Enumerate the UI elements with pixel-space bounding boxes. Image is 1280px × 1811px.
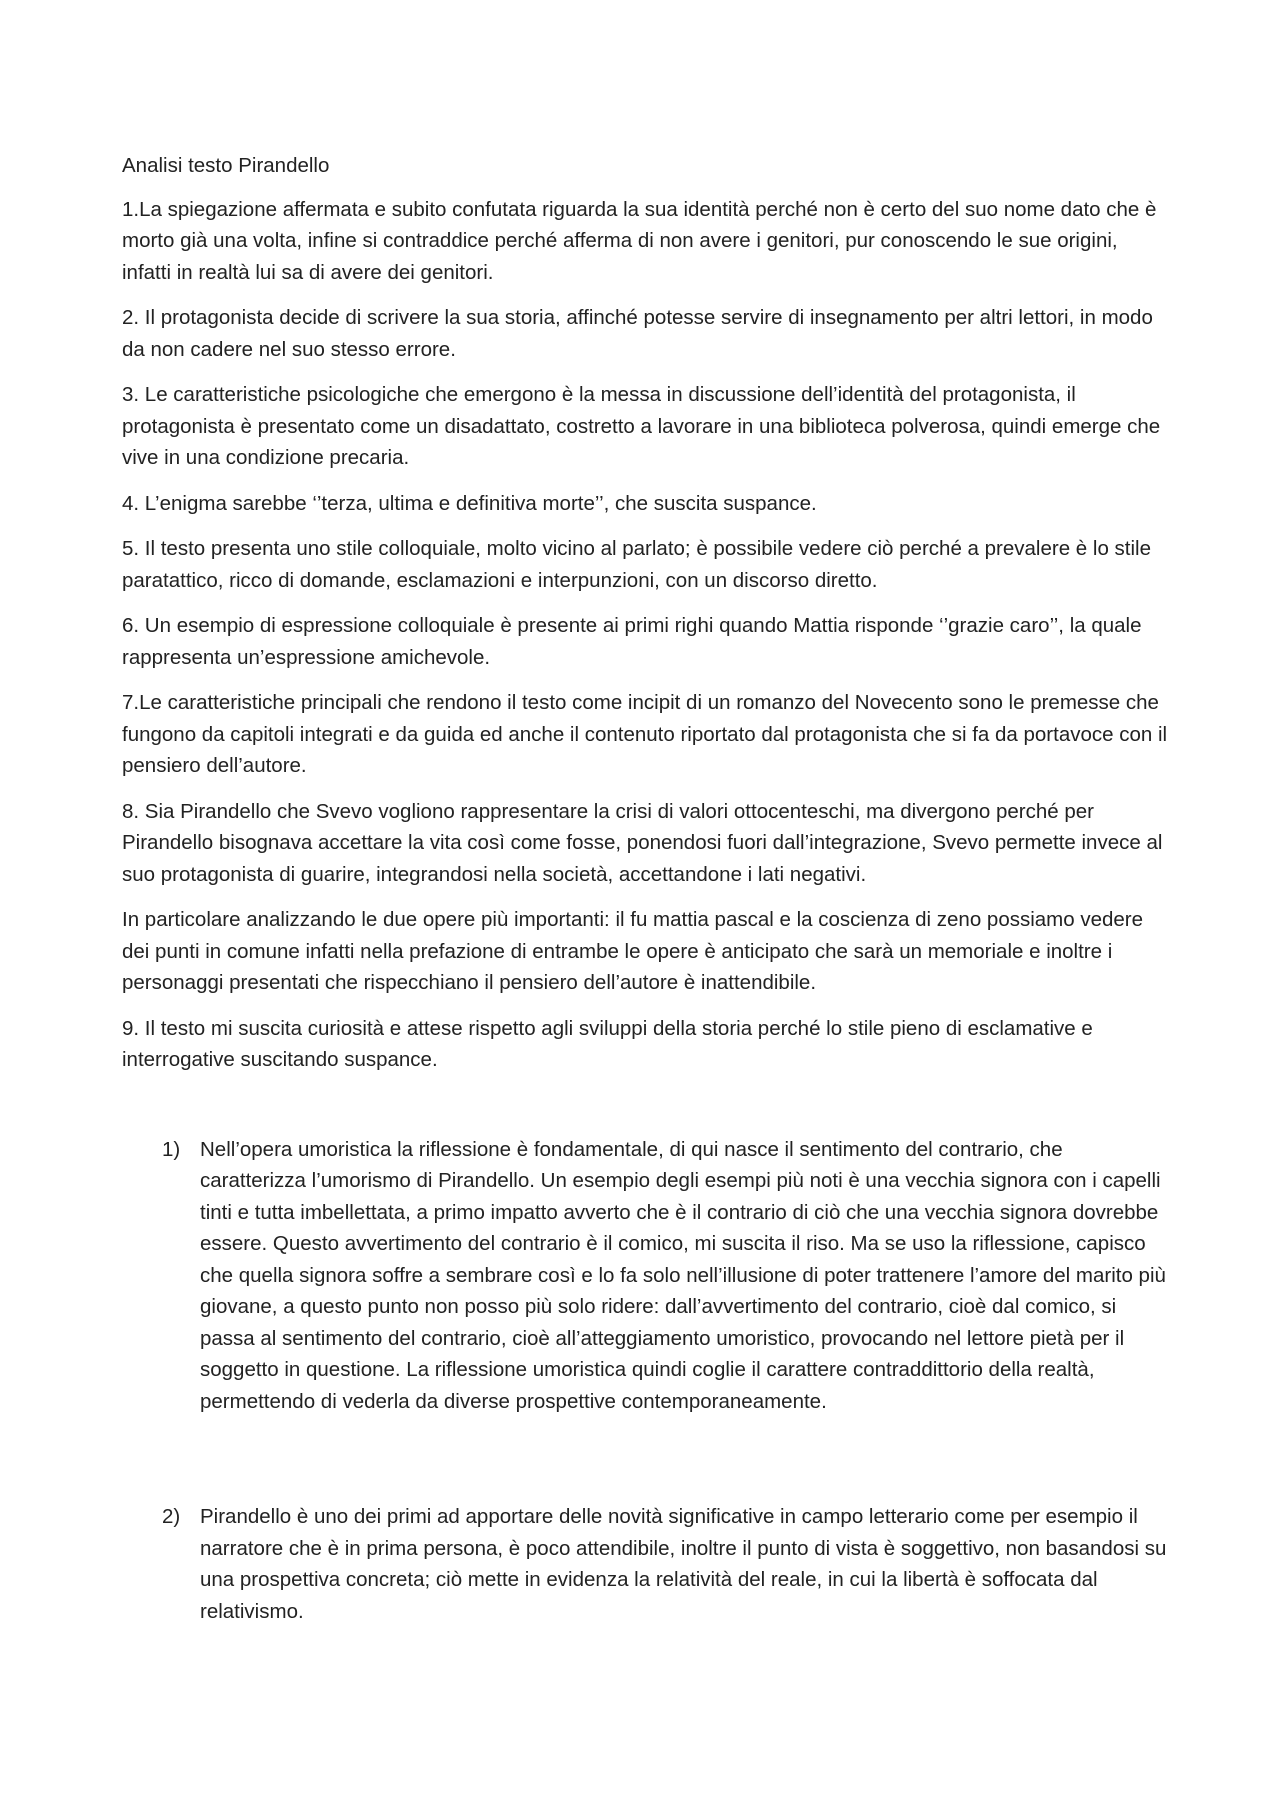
list-item-text: Nell’opera umoristica la riflessione è fondamentale, di qui nasce il sentimento del contrario, che caratterizza l’umorismo di Pirandello. Un esempio degli esempi più noti è una vecchia signora con i capelli tinti e tutta imbellettata, a primo impatto avverto che è il contrario di ciò che una vecchia signora dovrebbe essere. Questo avvertimento del contrario è il comico, mi suscita il riso. Ma se uso la riflessione, capisco che quella signora soffre a sembrare così e lo fa solo nell’illusione di poter trattenere l’amore del marito più giovane, a questo punto non posso più solo ridere: dall’avvertimento del contrario, cioè dal comico, si passa al sentimento del contrario, cioè all’atteggiamento umoristico, provocando nel lettore pietà per il soggetto in questione. La riflessione umoristica quindi coglie il carattere contraddittorio della realtà, permettendo di vederla da diverse prospettive contemporaneamente. <box>200 1137 1166 1413</box>
list-spacer <box>122 1417 1172 1501</box>
list-item <box>162 1501 1172 1627</box>
list-item-number: 1) <box>162 1137 181 1161</box>
paragraph-3: 3. Le caratteristiche psicologiche che emergono è la messa in discussione dell’identità del protagonista, il protagonista è presentato come un disadattato, costretto a lavorare in una biblioteca polverosa, quindi emerge che vive in una condizione precaria. <box>122 383 1161 469</box>
paragraph-6: 6. Un esempio di espressione colloquiale è presente ai primi righi quando Mattia risponde ‘’grazie caro’’, la quale rappresenta un’espressione amichevole. <box>122 614 1142 669</box>
document-page <box>122 150 1172 1627</box>
list-item <box>162 1134 1172 1418</box>
list-item-number: 2) <box>162 1505 181 1528</box>
paragraph-4: 4. L’enigma sarebbe ‘’terza, ultima e definitiva morte’’, che suscita suspance. <box>122 491 817 515</box>
paragraph-9: 9. Il testo mi suscita curiosità e attese rispetto agli sviluppi della storia perché lo stile pieno di esclamative e interrogative suscitando suspance. <box>122 1016 1093 1071</box>
paragraph-8-continued: In particolare analizzando le due opere più importanti: il fu mattia pascal e la coscienza di zeno possiamo vedere dei punti in comune infatti nella prefazione di entrambe le opere è anticipato che sarà un memoriale e inoltre i personaggi presentati che rispecchiano il pensiero dell’autore è inattendibile. <box>122 908 1144 994</box>
paragraph-1: 1.La spiegazione affermata e subito confutata riguarda la sua identità perché non è certo del suo nome dato che è morto già una volta, infine si contraddice perché afferma di non avere i genitori, pur conoscendo le sue origini, infatti in realtà lui sa di avere dei genitori. <box>122 197 1157 284</box>
numbered-answers <box>122 1134 1172 1628</box>
paragraph-2: 2. Il protagonista decide di scrivere la sua storia, affinché potesse servire di insegnamento per altri lettori, in modo da non cadere nel suo stesso errore. <box>122 306 1153 361</box>
list-item-text: Pirandello è uno dei primi ad apportare delle novità significative in campo letterario come per esempio il narratore che è in prima persona, è poco attendibile, inoltre il punto di vista è soggettivo, non basandosi su una prospettiva concreta; ciò mette in evidenza la relatività del reale, in cui la libertà è soffocata dal relativismo. <box>200 1505 1167 1623</box>
document-title: Analisi testo Pirandello <box>122 154 330 177</box>
paragraph-8: 8. Sia Pirandello che Svevo vogliono rappresentare la crisi di valori ottocenteschi, ma divergono perché per Pirandello bisognava accettare la vita così come fosse, ponendosi fuori dall’integrazione, Svevo permette invece al suo protagonista di guarire, integrandosi nella società, accettandone i lati negativi. <box>122 799 1163 886</box>
paragraph-7: 7.Le caratteristiche principali che rendono il testo come incipit di un romanzo del Novecento sono le premesse che fungono da capitoli integrati e da guida ed anche il contenuto riportato dal protagonista che si fa da portavoce con il pensiero dell’autore. <box>122 691 1168 777</box>
paragraph-5: 5. Il testo presenta uno stile colloquiale, molto vicino al parlato; è possibile vedere ciò perché a prevalere è lo stile paratattico, ricco di domande, esclamazioni e interpunzioni, con un discorso diretto. <box>122 537 1151 592</box>
